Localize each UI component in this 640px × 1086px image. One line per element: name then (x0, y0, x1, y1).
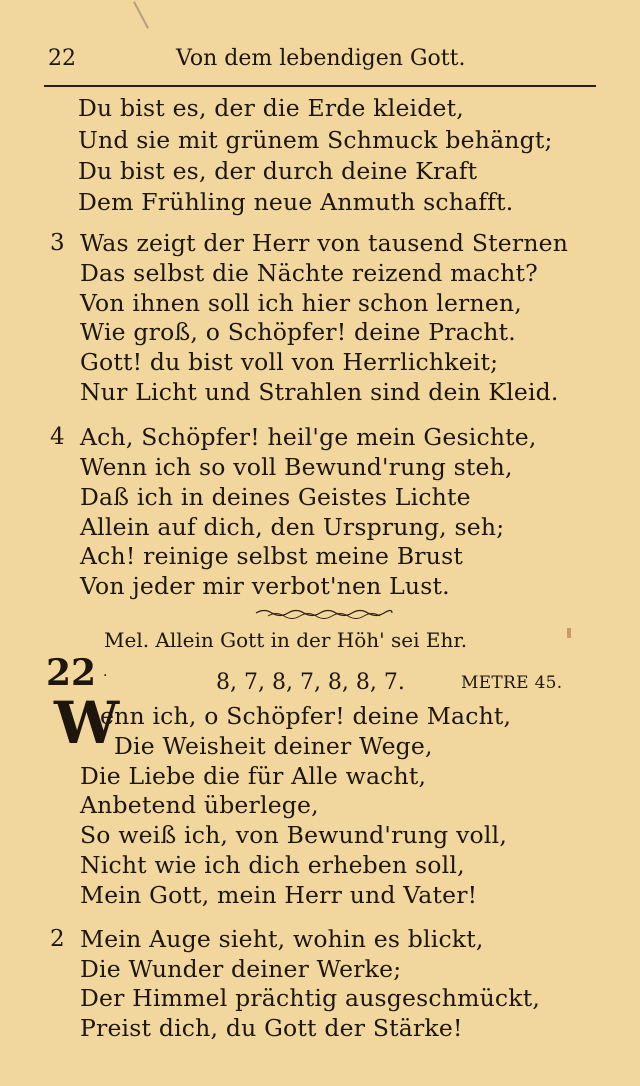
verse-line: Das selbst die Nächte reizend macht? (80, 259, 538, 287)
hymn-number: 22 (46, 652, 97, 694)
metre-label: METRE 45. (461, 673, 563, 693)
verse-line: Wie groß, o Schöpfer! deine Pracht. (80, 318, 516, 346)
verse-line: Was zeigt der Herr von tausend Sternen (80, 229, 569, 257)
melody-line: Mel. Allein Gott in der Höh' sei Ehr. (104, 628, 468, 652)
verse-number: 3 (50, 230, 65, 256)
verse-line: Du bist es, der die Erde kleidet, (78, 94, 464, 122)
verse-line: Gott! du bist voll von Herrlichkeit; (80, 348, 499, 376)
verse-line: Ach, Schöpfer! heil'ge mein Gesichte, (80, 423, 537, 451)
drop-capital: W (54, 689, 120, 757)
verse-line: Dem Frühling neue Anmuth schafft. (78, 188, 514, 216)
verse-line: Von ihnen soll ich hier schon lernen, (80, 289, 522, 317)
verse-line: enn ich, o Schöpfer! deine Macht, (100, 702, 512, 730)
verse-number: 2 (50, 926, 65, 952)
verse-line: Und sie mit grünem Schmuck behängt; (78, 126, 553, 154)
verse-line: Von jeder mir verbot'nen Lust. (80, 572, 450, 600)
verse-line: Preist dich, du Gott der Stärke! (80, 1014, 463, 1042)
verse-line: Nicht wie ich dich erheben soll, (80, 851, 465, 879)
verse-line: Die Weisheit deiner Wege, (114, 732, 433, 760)
verse-line: Mein Gott, mein Herr und Vater! (80, 881, 478, 909)
verse-line: Der Himmel prächtig ausgeschmückt, (80, 984, 541, 1012)
verse-number: 4 (50, 424, 65, 450)
verse-line: Daß ich in deines Geistes Lichte (80, 483, 471, 511)
verse-line: Wenn ich so voll Bewund'rung steh, (80, 453, 513, 481)
page-header (0, 44, 640, 78)
verse-line: Du bist es, der durch deine Kraft (78, 157, 478, 185)
verse-line: Die Wunder deiner Werke; (80, 955, 402, 983)
ornament-divider (254, 606, 394, 620)
paper-blemish (567, 628, 571, 638)
verse-line: Die Liebe die für Alle wacht, (80, 762, 427, 790)
verse-line: Mein Auge sieht, wohin es blickt, (80, 925, 484, 953)
header-rule (44, 85, 596, 87)
verse-line: Nur Licht und Strahlen sind dein Kleid. (80, 378, 559, 406)
verse-line: Ach! reinige selbst meine Brust (80, 542, 463, 570)
page-number: 22 (48, 46, 76, 71)
decorative-dot: · (103, 668, 108, 684)
verse-line: Anbetend überlege, (80, 791, 319, 819)
verse-line: Allein auf dich, den Ursprung, seh; (80, 513, 505, 541)
meter-pattern: 8, 7, 8, 7, 8, 8, 7. (216, 670, 405, 695)
verse-line: So weiß ich, von Bewund'rung voll, (80, 821, 508, 849)
running-title: Von dem lebendigen Gott. (176, 46, 466, 71)
paper-blemish (133, 1, 149, 28)
